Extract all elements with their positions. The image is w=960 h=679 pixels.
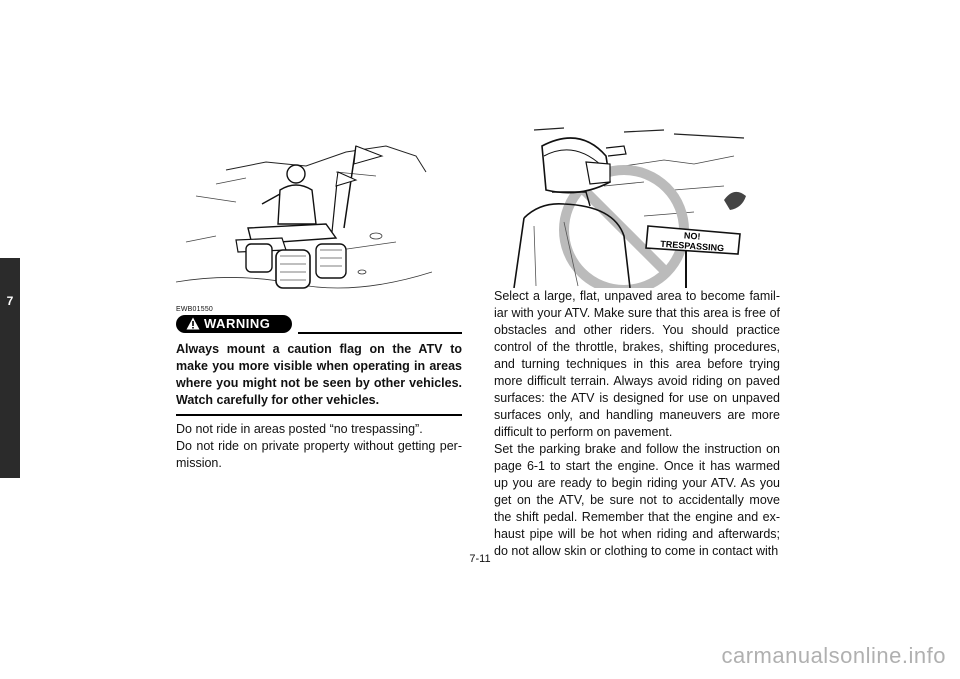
sign-text-no: NO! <box>683 230 701 242</box>
warning-rule <box>298 332 462 334</box>
watermark: carmanualsonline.info <box>721 643 946 668</box>
start-engine-paragraph: Set the parking brake and follow the instruction on page 6-1 to start the engine. Once it has warmed up you are ready to begin riding your ATV. As you get on the ATV, be sure not to accidentally move the shift pedal. Remember that the engine and ex-haust pipe will be hot when riding and afterwards; do not allow skin or clothing to come in contact with <box>494 442 780 558</box>
warning-header <box>176 315 462 337</box>
sign-text-trespassing: TRESPASSING <box>660 238 725 254</box>
chapter-tab <box>0 258 20 478</box>
warning-label: WARNING <box>204 316 271 331</box>
warning-code: EWB01550 <box>176 306 214 313</box>
no-trespassing-illustration <box>494 126 780 288</box>
left-column <box>176 132 462 472</box>
no-trespassing-paragraph: Do not ride in areas posted “no trespassing”. <box>176 422 423 436</box>
atv-flag-illustration <box>176 132 432 302</box>
warning-bottom-rule <box>176 414 462 416</box>
chapter-number: 7 <box>6 294 14 308</box>
private-property-paragraph: Do not ride on private property without getting per-mission. <box>176 439 462 470</box>
warning-text: Always mount a caution flag on the ATV to make you more visible when operating in areas where you might not be seen by other vehicles. Watch carefully for other vehicles. <box>176 342 462 407</box>
warning-triangle-icon <box>186 317 200 330</box>
practice-area-paragraph: Select a large, flat, unpaved area to become famil-iar with your ATV. Make sure that this area is free of obstacles and other riders. You should practice control of the throttle, brakes, shifting procedures, and turning techniques in this area before trying more difficult terrain. Always avoid riding on paved surfaces: the ATV is designed for use on unpaved surfaces only, and handling maneuvers are more difficult to perform on pavement. <box>494 289 780 439</box>
right-column <box>494 126 780 560</box>
page-number: 7-11 <box>469 553 491 565</box>
warning-badge <box>176 315 292 333</box>
